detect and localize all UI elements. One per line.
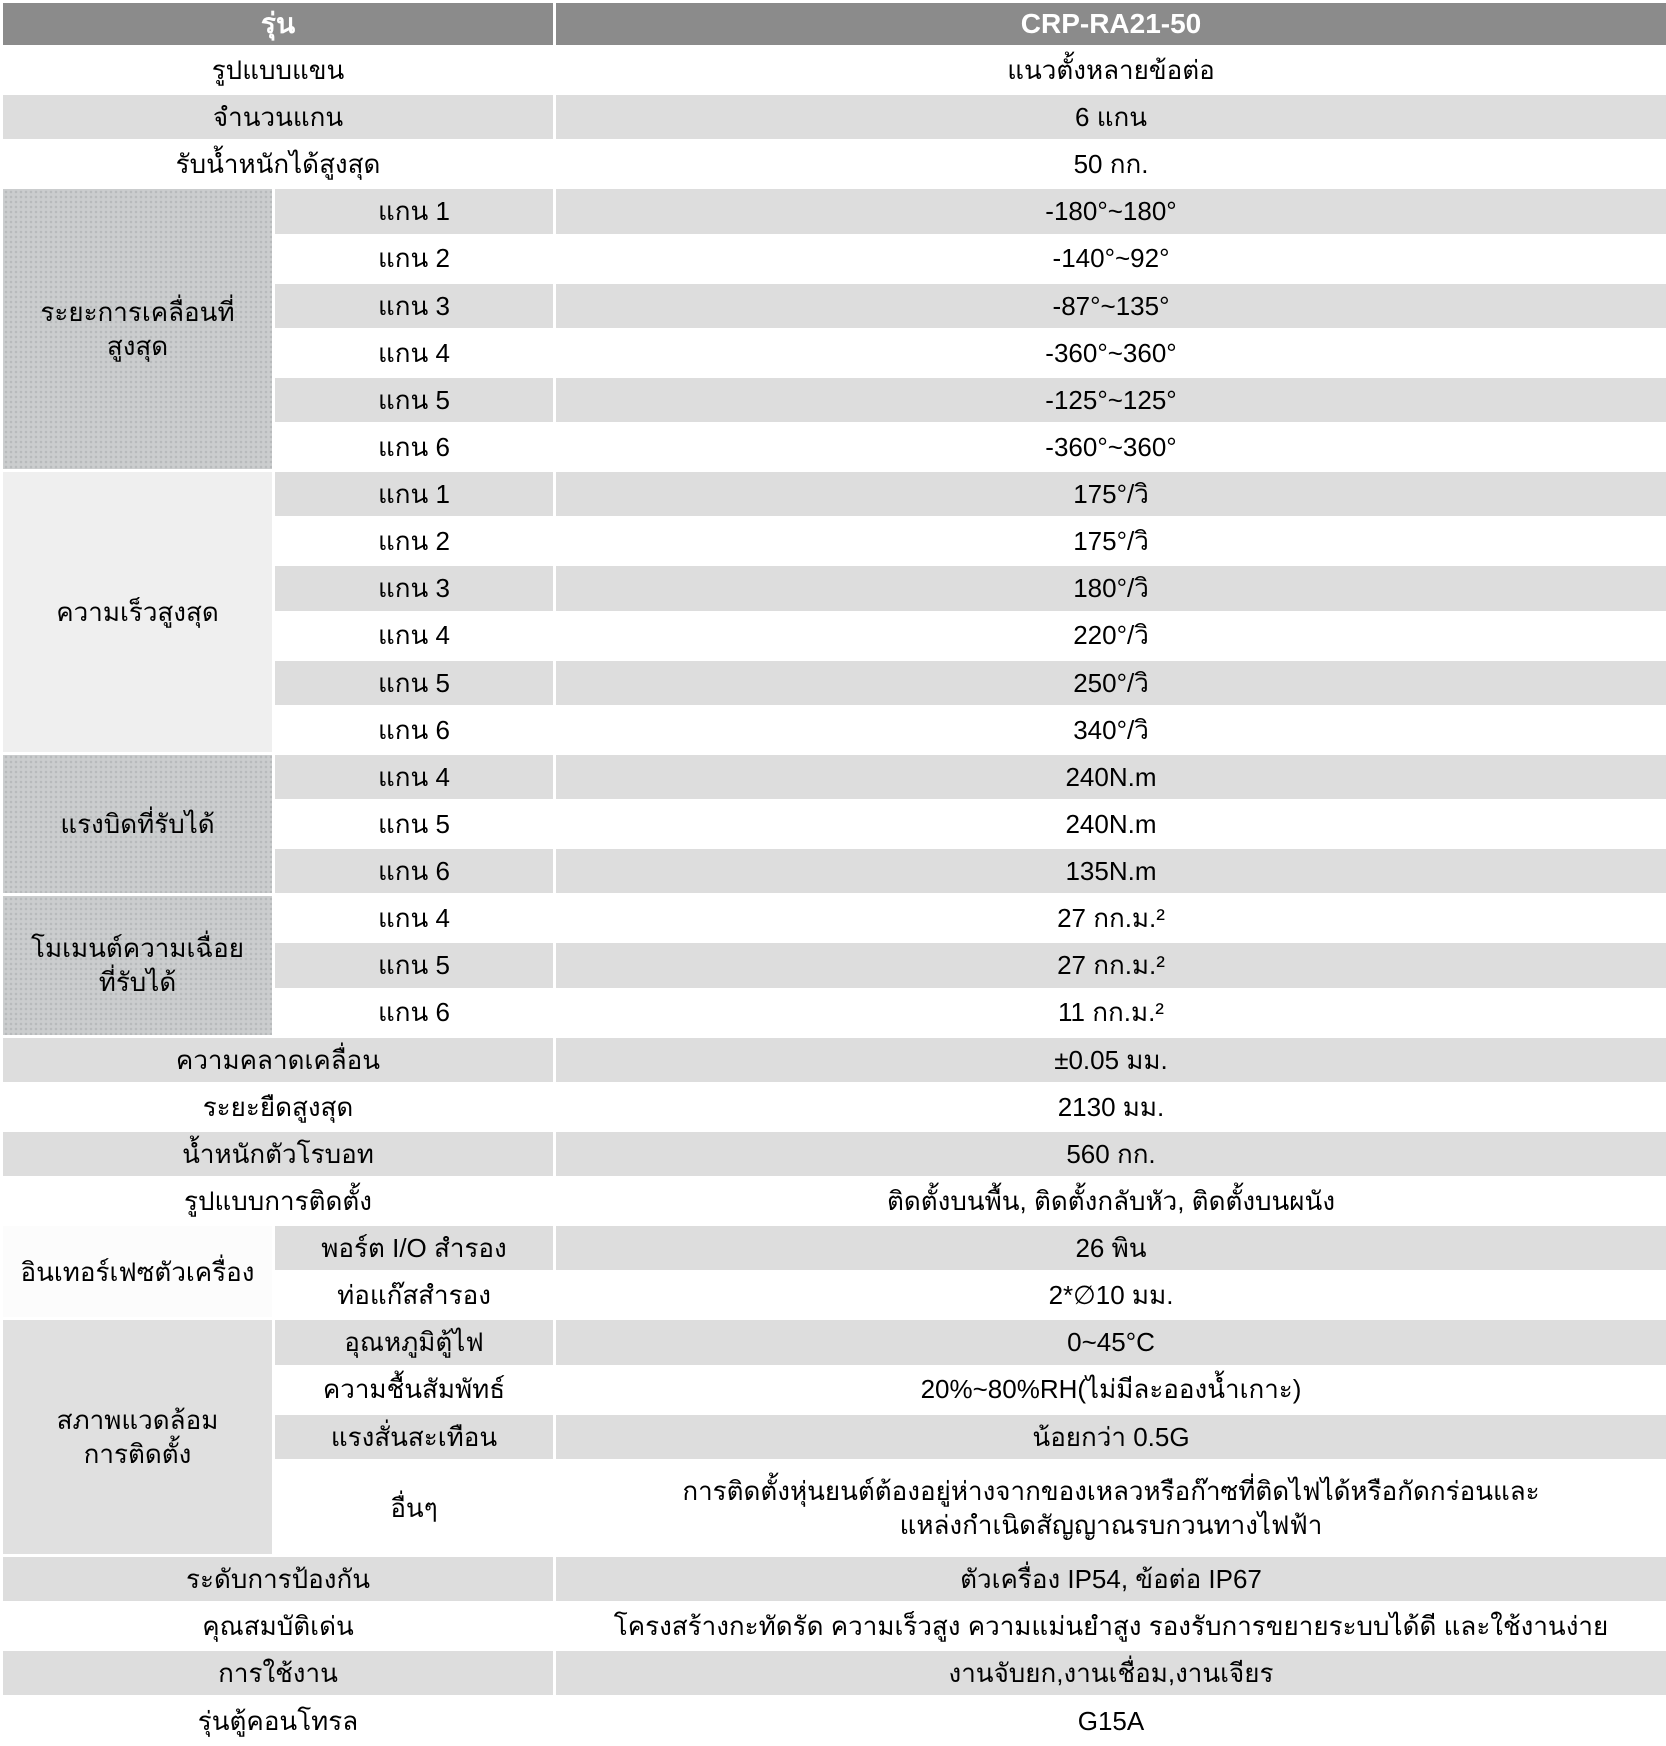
table-row xyxy=(2,47,1666,94)
row-value: 240N.m xyxy=(555,753,1666,800)
sub-label: แกน 5 xyxy=(274,942,555,989)
row-value: G15A xyxy=(555,1697,1666,1745)
sub-label: แกน 1 xyxy=(274,188,555,235)
table-row xyxy=(2,1697,1666,1745)
row-value: 175°/วิ xyxy=(555,471,1666,518)
group-label: ระยะการเคลื่อนที่ สูงสุด xyxy=(2,188,274,471)
table-row xyxy=(2,1225,1666,1272)
row-label: การใช้งาน xyxy=(2,1650,555,1697)
row-value: โครงสร้างกะทัดรัด ความเร็วสูง ความแม่นยำสูง รองรับการขยายระบบได้ดี และใช้งานง่าย xyxy=(555,1603,1666,1650)
header-model-label: รุ่น xyxy=(2,2,555,47)
row-value: 180°/วิ xyxy=(555,565,1666,612)
row-value: 2130 มม. xyxy=(555,1083,1666,1130)
row-value: 240N.m xyxy=(555,801,1666,848)
table-row xyxy=(2,94,1666,141)
sub-label: แกน 4 xyxy=(274,895,555,942)
table-row xyxy=(2,1036,1666,1083)
sub-label: แกน 2 xyxy=(274,235,555,282)
row-value: 27 กก.ม.² xyxy=(555,895,1666,942)
table-row xyxy=(2,895,1666,942)
header-row xyxy=(2,2,1666,47)
table-row xyxy=(2,141,1666,188)
sub-label: แกน 5 xyxy=(274,659,555,706)
sub-label: ความชื้นสัมพัทธ์ xyxy=(274,1366,555,1413)
sub-label: แกน 3 xyxy=(274,565,555,612)
table-row xyxy=(2,1130,1666,1177)
row-label: น้ำหนักตัวโรบอท xyxy=(2,1130,555,1177)
sub-label: แกน 4 xyxy=(274,753,555,800)
row-value: 340°/วิ xyxy=(555,706,1666,753)
row-value: -180°~180° xyxy=(555,188,1666,235)
sub-label: แกน 4 xyxy=(274,612,555,659)
row-value: งานจับยก,งานเชื่อม,งานเจียร xyxy=(555,1650,1666,1697)
sub-label: แกน 6 xyxy=(274,848,555,895)
row-value: 560 กก. xyxy=(555,1130,1666,1177)
row-value: 11 กก.ม.² xyxy=(555,989,1666,1036)
row-value: 6 แกน xyxy=(555,94,1666,141)
row-value: การติดตั้งหุ่นยนต์ต้องอยู่ห่างจากของเหลวหรือก๊าซที่ติดไฟได้หรือกัดกร่อนและ แหล่งกำเนิดสัญญาณรบกวนทางไฟฟ้า xyxy=(555,1460,1666,1555)
row-value: แนวตั้งหลายข้อต่อ xyxy=(555,47,1666,94)
row-label: รุ่นตู้คอนโทรล xyxy=(2,1697,555,1745)
row-label: รูปแบบแขน xyxy=(2,47,555,94)
row-label: รูปแบบการติดตั้ง xyxy=(2,1178,555,1225)
sub-label: แกน 4 xyxy=(274,329,555,376)
row-value: 0~45°C xyxy=(555,1319,1666,1366)
row-label: ระยะยืดสูงสุด xyxy=(2,1083,555,1130)
sub-label: ท่อแก๊สสำรอง xyxy=(274,1272,555,1319)
row-value: -140°~92° xyxy=(555,235,1666,282)
sub-label: แกน 2 xyxy=(274,518,555,565)
sub-label: แกน 5 xyxy=(274,801,555,848)
row-label: ความคลาดเคลื่อน xyxy=(2,1036,555,1083)
group-label: ความเร็วสูงสุด xyxy=(2,471,274,754)
table-row xyxy=(2,1178,1666,1225)
row-value: 220°/วิ xyxy=(555,612,1666,659)
sub-label: อุณหภูมิตู้ไฟ xyxy=(274,1319,555,1366)
row-value: 50 กก. xyxy=(555,141,1666,188)
row-value: 2*∅10 มม. xyxy=(555,1272,1666,1319)
row-value: ติดตั้งบนพื้น, ติดตั้งกลับหัว, ติดตั้งบนผนัง xyxy=(555,1178,1666,1225)
sub-label: แกน 1 xyxy=(274,471,555,518)
sub-label: แกน 5 xyxy=(274,376,555,423)
row-value: -360°~360° xyxy=(555,329,1666,376)
table-row xyxy=(2,1650,1666,1697)
sub-label: แกน 3 xyxy=(274,282,555,329)
group-label: สภาพแวดล้อม การติดตั้ง xyxy=(2,1319,274,1556)
row-value: 175°/วิ xyxy=(555,518,1666,565)
table-row xyxy=(2,1603,1666,1650)
group-label: แรงบิดที่รับได้ xyxy=(2,753,274,894)
row-label: รับน้ำหนักได้สูงสุด xyxy=(2,141,555,188)
sub-label: แกน 6 xyxy=(274,706,555,753)
row-value: ±0.05 มม. xyxy=(555,1036,1666,1083)
spec-table-body xyxy=(2,47,1666,1745)
table-row xyxy=(2,753,1666,800)
row-value: -125°~125° xyxy=(555,376,1666,423)
row-label: คุณสมบัติเด่น xyxy=(2,1603,555,1650)
table-row xyxy=(2,188,1666,235)
sub-label: แกน 6 xyxy=(274,424,555,471)
row-value: 20%~80%RH(ไม่มีละอองน้ำเกาะ) xyxy=(555,1366,1666,1413)
sub-label: อื่นๆ xyxy=(274,1460,555,1555)
row-value: -87°~135° xyxy=(555,282,1666,329)
row-value: 250°/วิ xyxy=(555,659,1666,706)
row-value: น้อยกว่า 0.5G xyxy=(555,1413,1666,1460)
row-value: 26 พิน xyxy=(555,1225,1666,1272)
row-label: ระดับการป้องกัน xyxy=(2,1556,555,1603)
sub-label: แกน 6 xyxy=(274,989,555,1036)
row-value: ตัวเครื่อง IP54, ข้อต่อ IP67 xyxy=(555,1556,1666,1603)
sub-label: แรงสั่นสะเทือน xyxy=(274,1413,555,1460)
table-row xyxy=(2,471,1666,518)
header-model-value: CRP-RA21-50 xyxy=(555,2,1666,47)
row-value: 27 กก.ม.² xyxy=(555,942,1666,989)
table-row xyxy=(2,1083,1666,1130)
group-label: โมเมนต์ความเฉื่อย ที่รับได้ xyxy=(2,895,274,1036)
row-value: 135N.m xyxy=(555,848,1666,895)
sub-label: พอร์ต I/O สำรอง xyxy=(274,1225,555,1272)
row-label: จำนวนแกน xyxy=(2,94,555,141)
table-row xyxy=(2,1556,1666,1603)
group-label: อินเทอร์เฟซตัวเครื่อง xyxy=(2,1225,274,1319)
table-row xyxy=(2,1319,1666,1366)
row-value: -360°~360° xyxy=(555,424,1666,471)
